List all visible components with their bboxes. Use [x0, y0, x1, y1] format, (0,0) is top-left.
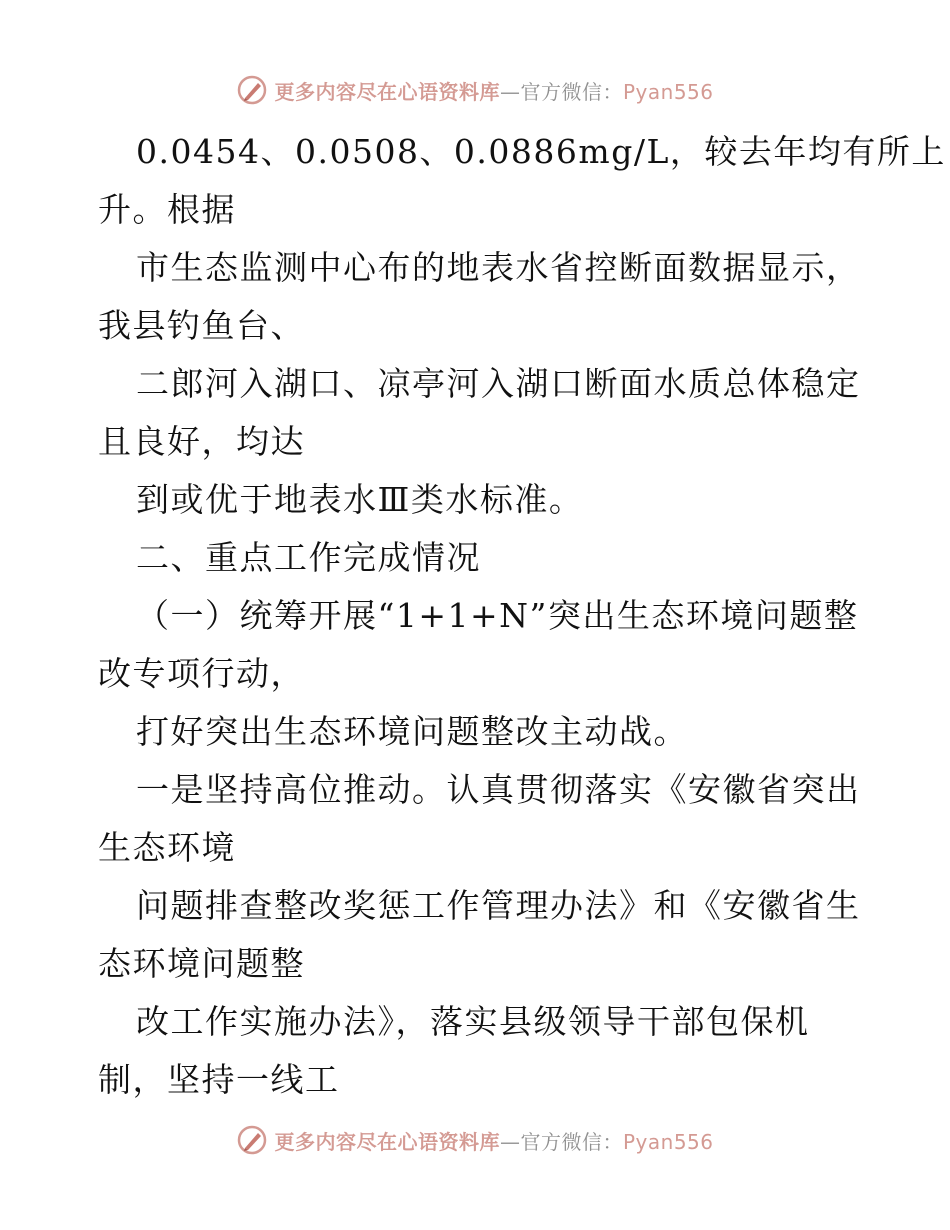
- pen-circle-logo-icon: [236, 74, 268, 106]
- paragraph-line: 到或优于地表水Ⅲ类水标准。: [136, 480, 584, 519]
- watermark-label: 官方微信：: [520, 1129, 623, 1154]
- pen-circle-logo-icon: [236, 1124, 268, 1156]
- paragraph-line: 制，坚持一线工: [98, 1060, 340, 1099]
- paragraph-line: 市生态监测中心布的地表水省控断面数据显示，: [136, 248, 861, 287]
- watermark-dash: —: [499, 1129, 521, 1154]
- paragraph-line: （一）统筹开展“1+1+N”突出生态环境问题整: [136, 596, 859, 635]
- paragraph-line: 态环境问题整: [98, 944, 305, 983]
- paragraph-line: 改工作实施办法》，落实县级领导干部包保机: [136, 1002, 810, 1041]
- document-body: [98, 123, 946, 1109]
- paragraph-line: 二、重点工作完成情况: [136, 538, 481, 577]
- watermark-brand: 更多内容尽在心语资料库: [274, 1129, 500, 1154]
- paragraph-line: 改专项行动，: [98, 654, 305, 693]
- watermark-dash: —: [499, 79, 521, 104]
- watermark-text: [274, 1126, 713, 1155]
- paragraph-line: 生态环境: [98, 828, 236, 867]
- paragraph-line: 0.0454、0.0508、0.0886mg/L，较去年均有所上: [136, 132, 946, 171]
- paragraph-line: 二郎河入湖口、凉亭河入湖口断面水质总体稳定: [136, 364, 861, 403]
- footer-watermark: [0, 1120, 950, 1160]
- watermark-text: [274, 76, 713, 105]
- watermark-wechat-id: Pyan556: [622, 1129, 714, 1154]
- watermark-brand: 更多内容尽在心语资料库: [274, 79, 500, 104]
- header-watermark: [0, 70, 950, 110]
- paragraph-line: 问题排查整改奖惩工作管理办法》和《安徽省生: [136, 886, 861, 925]
- paragraph-line: 升。根据: [98, 190, 236, 229]
- paragraph-line: 打好突出生态环境问题整改主动战。: [136, 712, 688, 751]
- paragraph-line: 且良好，均达: [98, 422, 305, 461]
- watermark-label: 官方微信：: [520, 79, 623, 104]
- watermark-wechat-id: Pyan556: [622, 79, 714, 104]
- paragraph-line: 一是坚持高位推动。认真贯彻落实《安徽省突出: [136, 770, 861, 809]
- paragraph-line: 我县钓鱼台、: [98, 306, 305, 345]
